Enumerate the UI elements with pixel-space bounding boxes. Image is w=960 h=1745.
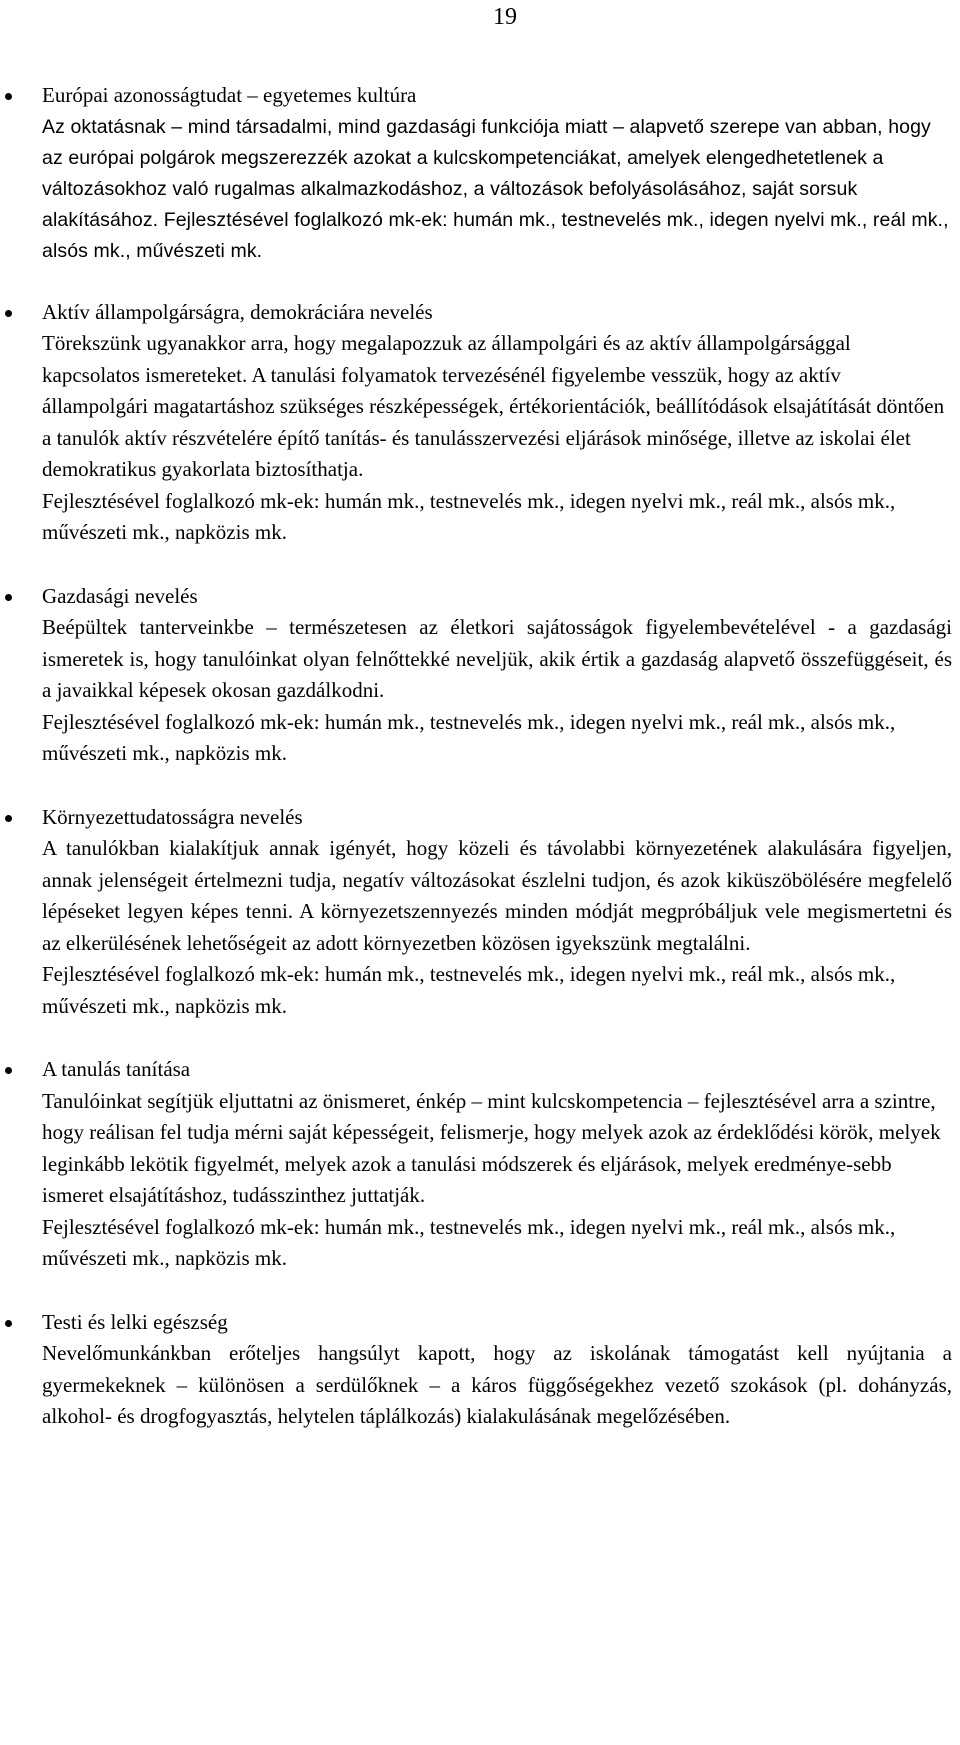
section-subjects: Fejlesztésével foglalkozó mk-ek: humán mk., testnevelés mk., idegen nyelvi mk., reál mk., alsós mk., művészeti mk., napközis mk. — [42, 1214, 896, 1270]
section-title: A tanulás tanítása — [42, 1057, 191, 1081]
bullet-icon — [5, 93, 12, 100]
section-subjects: Fejlesztésével foglalkozó mk-ek: humán mk., testnevelés mk., idegen nyelvi mk., reál mk., alsós mk., művészeti mk., napközis mk. — [42, 962, 896, 1018]
bullet-icon — [5, 815, 12, 822]
section-body: Tanulóinkat segítjük eljuttatni az önismeret, énkép – mint kulcskompetencia – fejlesztésével arra a szintre, hogy reálisan fel tudja mérni saját képességeit, felismerje, hogy melyek azok az érdeklődési körök, melyek leginkább lekötik figyelmét, melyek azok a tanulási módszerek és eljárások, melyek eredménye-sebb ismeret elsajátításhoz, tudásszinthez juttatják. — [42, 1088, 941, 1207]
section-physical-mental-health — [0, 1307, 960, 1433]
section-body: A tanulókban kialakítjuk annak igényét, hogy közeli és távolabbi környezetének alakulására figyeljen, annak jelenségeit értelmezni tudja, negatív változásokat észlelni tudjon, és azok kiküszöbölésére megfelelő lépéseket legyen képes tenni. A környezetszennyezés minden módját megpróbáljuk vele megismertetni és az elkerülésének lehetőségeit az adott környezetben közösen igyekszünk megtalálni. — [42, 836, 952, 955]
document-body — [0, 80, 960, 1465]
bullet-icon — [5, 1320, 12, 1327]
section-subjects: Fejlesztésével foglalkozó mk-ek: humán mk., testnevelés mk., idegen nyelvi mk., reál mk., alsós mk., művészeti mk., napközis mk. — [42, 709, 896, 765]
section-teaching-learning — [0, 1054, 960, 1275]
section-economic-education — [0, 581, 960, 770]
section-title: Aktív állampolgárságra, demokráciára nevelés — [42, 299, 433, 324]
section-subjects: Fejlesztésével foglalkozó mk-ek: humán mk., testnevelés mk., idegen nyelvi mk., reál mk., alsós mk., művészeti mk., napközis mk. — [42, 488, 896, 544]
section-title: Környezettudatosságra nevelés — [42, 804, 303, 829]
bullet-icon — [5, 310, 12, 317]
bullet-icon — [5, 594, 12, 601]
page-number: 19 — [493, 4, 517, 30]
section-body: Törekszünk ugyanakkor arra, hogy megalapozzuk az állampolgári és az aktív állampolgársággal kapcsolatos ismereteket. A tanulási folyamatok tervezésénél figyelembe vesszük, hogy az aktív állampolgári magatartáshoz szükséges részképességek, értékorientációk, beállítódások elsajátítását döntően a tanulók aktív részvételére építő tanítás- és tanulásszervezési eljárások minősége, illetve az iskolai élet demokratikus gyakorlata biztosíthatja. — [42, 331, 945, 481]
section-body: Nevelőmunkánkban erőteljes hangsúlyt kapott, hogy az iskolának támogatást kell nyújtania a gyermekeknek – különösen a serdülőknek – a káros függőségekhez vezető szokások (pl. dohányzás, alkohol- és drogfogyasztás, helytelen táplálkozás) kialakulásának megelőzésében. — [42, 1341, 952, 1428]
section-environmental-awareness — [0, 802, 960, 1023]
section-european-identity — [0, 80, 960, 267]
section-active-citizenship — [0, 297, 960, 549]
section-body: Az oktatásnak – mind társadalmi, mind gazdasági funkciója miatt – alapvető szerepe van abban, hogy az európai polgárok megszerezzék azokat a kulcskompetenciákat, amelyek elengedhetetlenek a változásokhoz való rugalmas alkalmazkodáshoz, a változások befolyásolásához, saját sorsuk alakításához. Fejlesztésével foglalkozó mk-ek: humán mk., testnevelés mk., idegen nyelvi mk., reál mk., alsós mk., művészeti mk. — [42, 115, 949, 262]
section-title: Gazdasági nevelés — [42, 583, 198, 608]
section-title: Testi és lelki egészség — [42, 1309, 228, 1334]
section-body: Beépültek tanterveinkbe – természetesen az életkori sajátosságok figyelembevételével - a gazdasági ismeretek is, hogy tanulóinkat olyan felnőttekké neveljük, akik értik a gazdaság alapvető összefüggéseit, és a javaikkal képesek okosan gazdálkodni. — [42, 615, 952, 702]
section-title: Európai azonosságtudat – egyetemes kultúra — [42, 83, 417, 107]
bullet-icon — [5, 1067, 12, 1074]
